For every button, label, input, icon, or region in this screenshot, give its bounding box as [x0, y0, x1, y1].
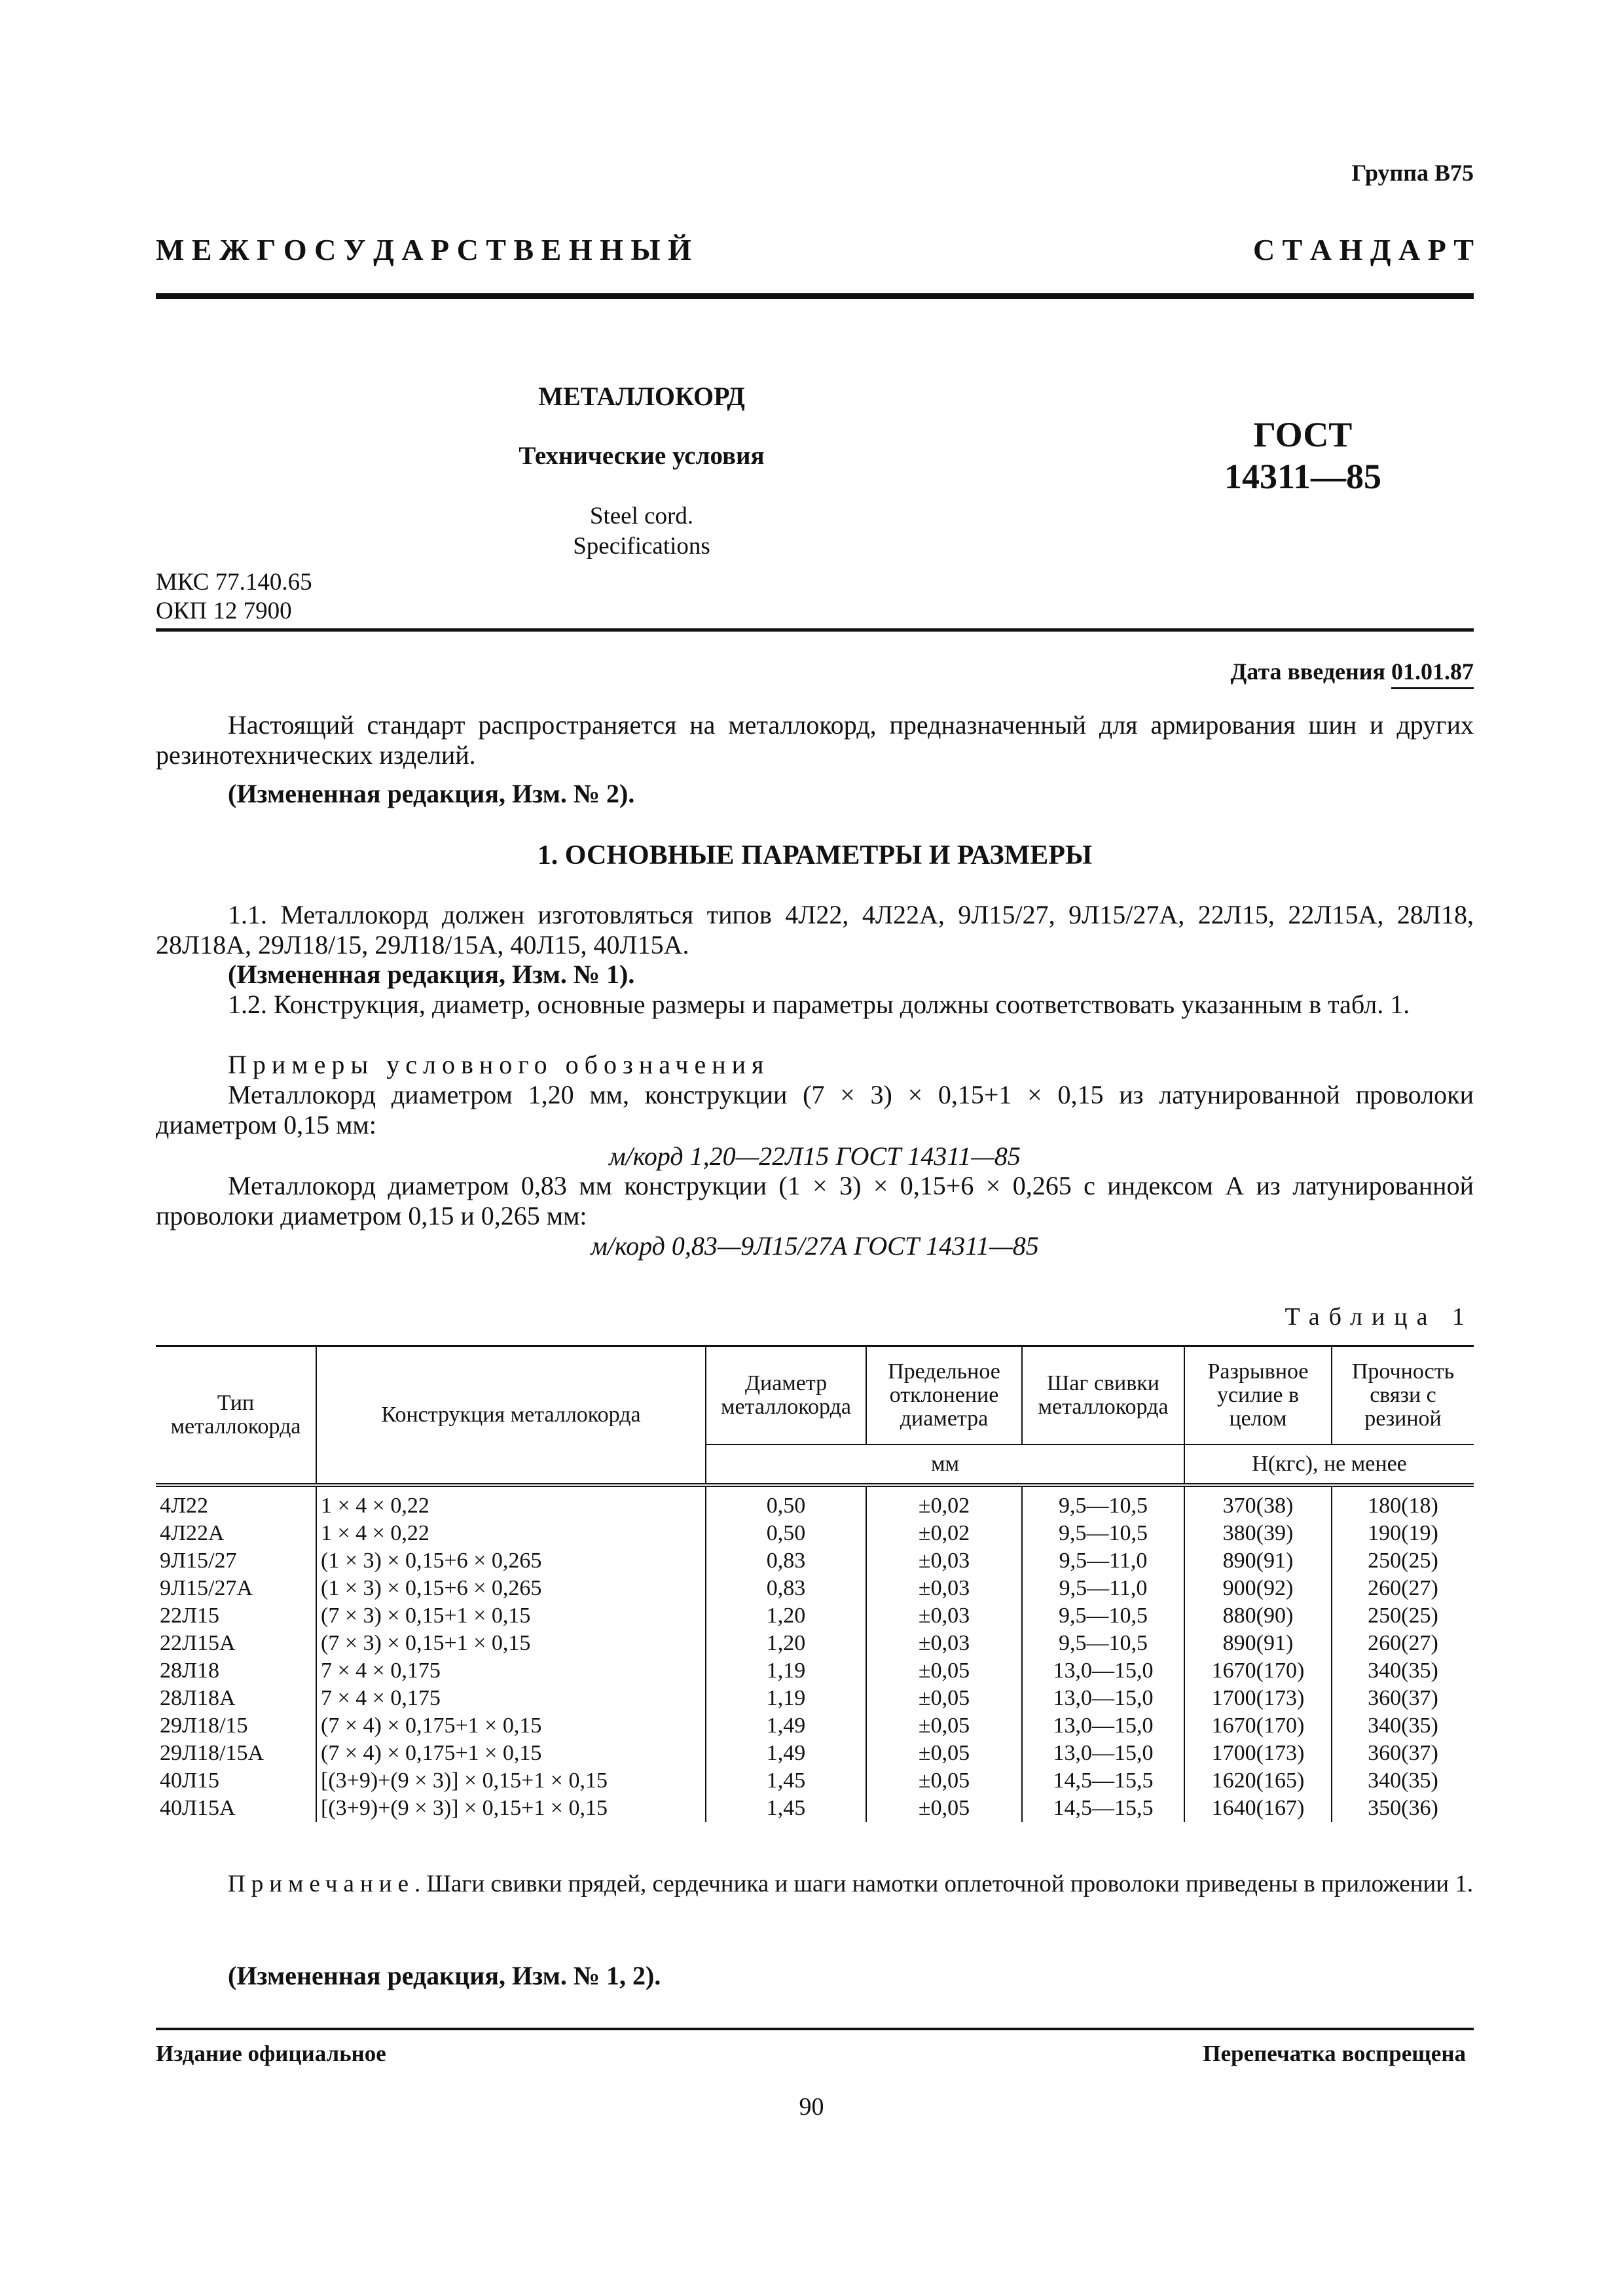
gost-number: 14311—85 — [1224, 457, 1382, 496]
table-row — [156, 1767, 1474, 1795]
cell-breaking: 900(92) — [1184, 1575, 1332, 1602]
header-rule — [156, 293, 1474, 299]
cell-deviation: ±0,05 — [866, 1685, 1022, 1712]
page-number: 90 — [799, 2093, 824, 2121]
example-1-text: Металлокорд диаметром 1,20 мм, конструкции (7 × 3) × 0,15+1 × 0,15 из латунированной проволоки диаметром 0,15 мм: — [156, 1080, 1474, 1139]
cell-diameter: 0,83 — [706, 1547, 866, 1575]
cell-deviation: ±0,05 — [866, 1795, 1022, 1822]
table-row — [156, 1685, 1474, 1712]
cell-breaking: 1700(173) — [1184, 1740, 1332, 1767]
clause-1-1: 1.1. Металлокорд должен изготовляться типов 4Л22, 4Л22А, 9Л15/27, 9Л15/27А, 22Л15, 22Л15А, 28Л18, 28Л18А, 29Л18/15, 29Л18/15А, 40Л15, 40Л15А. — [156, 900, 1474, 960]
table-row — [156, 1740, 1474, 1767]
table-row — [156, 1547, 1474, 1575]
effective-date — [1231, 658, 1474, 685]
example-2-code: м/корд 0,83—9Л15/27А ГОСТ 14311—85 — [591, 1231, 1039, 1261]
cell-construction: (7 × 3) × 0,15+1 × 0,15 — [316, 1602, 706, 1630]
cell-type: 28Л18 — [160, 1658, 220, 1683]
cell-breaking: 890(91) — [1184, 1547, 1332, 1575]
cell-diameter: 0,83 — [706, 1575, 866, 1602]
cell-construction: (7 × 4) × 0,175+1 × 0,15 — [316, 1740, 706, 1767]
cell-diameter: 1,20 — [706, 1602, 866, 1630]
cell-construction: [(3+9)+(9 × 3)] × 0,15+1 × 0,15 — [316, 1795, 706, 1822]
table-note — [156, 1871, 1474, 1898]
cell-diameter: 0,50 — [706, 1485, 866, 1520]
cell-adhesion: 250(25) — [1332, 1547, 1474, 1575]
document-subtitle: Технические условия — [519, 442, 765, 470]
cell-deviation: ±0,03 — [866, 1547, 1022, 1575]
cell-deviation: ±0,05 — [866, 1767, 1022, 1795]
cell-type: 22Л15А — [160, 1630, 236, 1655]
banner-right: С Т А Н Д А Р Т — [1252, 233, 1474, 266]
cell-lay: 9,5—11,0 — [1022, 1547, 1184, 1575]
cell-type: 28Л18А — [160, 1685, 236, 1710]
cell-adhesion: 340(35) — [1332, 1657, 1474, 1685]
note-label: Примечание — [228, 1871, 414, 1897]
cell-type: 29Л18/15 — [160, 1713, 248, 1738]
cell-deviation: ±0,03 — [866, 1602, 1022, 1630]
clause-1-2: 1.2. Конструкция, диаметр, основные размеры и параметры должны соответствовать указанным в табл. 1. — [228, 990, 1410, 1019]
date-label: Дата введения — [1230, 658, 1391, 685]
cell-diameter: 1,49 — [706, 1740, 866, 1767]
cell-lay: 13,0—15,0 — [1022, 1740, 1184, 1767]
header-type: Тип металлокорда — [156, 1346, 316, 1485]
cell-lay: 13,0—15,0 — [1022, 1685, 1184, 1712]
amendment-note-1: (Измененная редакция, Изм. № 2). — [228, 779, 635, 808]
cell-adhesion: 260(27) — [1332, 1630, 1474, 1657]
cell-breaking: 370(38) — [1184, 1485, 1332, 1520]
cell-type: 40Л15А — [160, 1795, 236, 1820]
cell-deviation: ±0,02 — [866, 1520, 1022, 1547]
table-row — [156, 1575, 1474, 1602]
cell-diameter: 1,45 — [706, 1795, 866, 1822]
note-text: . Шаги свивки прядей, сердечника и шаги намотки оплеточной проволоки приведены в приложении 1. — [414, 1871, 1474, 1897]
cell-breaking: 1700(173) — [1184, 1685, 1332, 1712]
section-heading: 1. ОСНОВНЫЕ ПАРАМЕТРЫ И РАЗМЕРЫ — [537, 840, 1093, 870]
header-breaking: Разрывное усилие в целом — [1184, 1346, 1332, 1444]
scope-paragraph: Настоящий стандарт распространяется на металлокорд, предназначенный для армирования шин и других резинотехнических изделий. — [156, 710, 1474, 770]
cell-construction: (7 × 3) × 0,15+1 × 0,15 — [316, 1630, 706, 1657]
cell-adhesion: 260(27) — [1332, 1575, 1474, 1602]
cell-deviation: ±0,03 — [866, 1575, 1022, 1602]
table-caption: Таблица 1 — [1285, 1303, 1474, 1331]
cell-adhesion: 340(35) — [1332, 1767, 1474, 1795]
cell-construction: (1 × 3) × 0,15+6 × 0,265 — [316, 1575, 706, 1602]
cell-deviation: ±0,05 — [866, 1740, 1022, 1767]
english-title-line1: Steel cord. — [589, 503, 694, 529]
gost-label: ГОСТ — [1253, 415, 1353, 454]
cell-type: 40Л15 — [160, 1768, 220, 1793]
cell-type: 4Л22А — [160, 1520, 225, 1545]
cell-diameter: 1,49 — [706, 1712, 866, 1740]
cell-type: 9Л15/27 — [160, 1548, 237, 1573]
cell-breaking: 1670(170) — [1184, 1657, 1332, 1685]
table-row — [156, 1520, 1474, 1547]
header-diameter: Диаметр металлокорда — [706, 1346, 866, 1444]
group-code: Группа В75 — [1351, 160, 1474, 186]
cell-construction: 7 × 4 × 0,175 — [316, 1657, 706, 1685]
classification-codes — [156, 568, 312, 626]
cell-breaking: 880(90) — [1184, 1602, 1332, 1630]
cell-lay: 13,0—15,0 — [1022, 1657, 1184, 1685]
parameters-table — [156, 1345, 1474, 1822]
cell-lay: 9,5—10,5 — [1022, 1485, 1184, 1520]
cell-construction: [(3+9)+(9 × 3)] × 0,15+1 × 0,15 — [316, 1767, 706, 1795]
date-value: 01.01.87 — [1391, 658, 1474, 689]
cell-adhesion: 340(35) — [1332, 1712, 1474, 1740]
cell-adhesion: 180(18) — [1332, 1485, 1474, 1520]
cell-adhesion: 250(25) — [1332, 1602, 1474, 1630]
cell-lay: 14,5—15,5 — [1022, 1767, 1184, 1795]
cell-construction: (1 × 3) × 0,15+6 × 0,265 — [316, 1547, 706, 1575]
cell-construction: (7 × 4) × 0,175+1 × 0,15 — [316, 1712, 706, 1740]
cell-lay: 9,5—10,5 — [1022, 1602, 1184, 1630]
example-1-code: м/корд 1,20—22Л15 ГОСТ 14311—85 — [609, 1141, 1021, 1171]
cell-breaking: 890(91) — [1184, 1630, 1332, 1657]
cell-type: 29Л18/15А — [160, 1740, 264, 1765]
cell-breaking: 1640(167) — [1184, 1795, 1332, 1822]
english-title-line2: Specifications — [573, 533, 710, 560]
cell-deviation: ±0,05 — [866, 1712, 1022, 1740]
cell-diameter: 1,19 — [706, 1685, 866, 1712]
amendment-note-2: (Измененная редакция, Изм. № 1). — [228, 960, 635, 989]
footer-rule — [156, 2028, 1474, 2030]
cell-lay: 13,0—15,0 — [1022, 1712, 1184, 1740]
reprint-prohibited: Перепечатка воспрещена — [1203, 2041, 1466, 2066]
cell-deviation: ±0,03 — [866, 1630, 1022, 1657]
header-unit-force: Н(кгс), не менее — [1184, 1444, 1474, 1485]
cell-type: 22Л15 — [160, 1603, 220, 1628]
cell-diameter: 0,50 — [706, 1520, 866, 1547]
cell-breaking: 1620(165) — [1184, 1767, 1332, 1795]
cell-adhesion: 360(37) — [1332, 1740, 1474, 1767]
banner-left: М Е Ж Г О С У Д А Р С Т В Е Н Н Ы Й — [156, 233, 691, 266]
cell-lay: 14,5—15,5 — [1022, 1795, 1184, 1822]
cell-construction: 1 × 4 × 0,22 — [316, 1520, 706, 1547]
header-adhesion: Прочность связи с резиной — [1332, 1346, 1474, 1444]
cell-lay: 9,5—11,0 — [1022, 1575, 1184, 1602]
cell-deviation: ±0,05 — [866, 1657, 1022, 1685]
table-row — [156, 1602, 1474, 1630]
cell-diameter: 1,19 — [706, 1657, 866, 1685]
gost-designation — [1192, 414, 1414, 497]
table-row — [156, 1630, 1474, 1657]
cell-breaking: 380(39) — [1184, 1520, 1332, 1547]
mks-code: МКС 77.140.65 — [156, 569, 312, 596]
header-construction: Конструкция металлокорда — [316, 1346, 706, 1485]
cell-type: 4Л22 — [160, 1493, 209, 1518]
header-deviation: Предельное отклонение диаметра — [866, 1346, 1022, 1444]
cell-deviation: ±0,02 — [866, 1485, 1022, 1520]
table-row — [156, 1485, 1474, 1520]
cell-lay: 9,5—10,5 — [1022, 1520, 1184, 1547]
table-row — [156, 1795, 1474, 1822]
cell-diameter: 1,20 — [706, 1630, 866, 1657]
header-unit-mm: мм — [706, 1444, 1184, 1485]
cell-diameter: 1,45 — [706, 1767, 866, 1795]
titleblock-rule — [156, 628, 1474, 632]
okp-code: ОКП 12 7900 — [156, 598, 292, 624]
cell-breaking: 1670(170) — [1184, 1712, 1332, 1740]
standard-banner — [156, 232, 1474, 267]
cell-type: 9Л15/27А — [160, 1575, 253, 1600]
table-body — [156, 1485, 1474, 1822]
english-title — [458, 501, 825, 562]
table-row — [156, 1712, 1474, 1740]
official-edition: Издание официальное — [156, 2041, 386, 2066]
document-title: МЕТАЛЛОКОРД — [538, 382, 745, 411]
cell-construction: 7 × 4 × 0,175 — [316, 1685, 706, 1712]
cell-adhesion: 190(19) — [1332, 1520, 1474, 1547]
cell-construction: 1 × 4 × 0,22 — [316, 1485, 706, 1520]
example-2-text: Металлокорд диаметром 0,83 мм конструкции (1 × 3) × 0,15+6 × 0,265 с индексом А из латунированной проволоки диаметром 0,15 и 0,265 мм: — [156, 1171, 1474, 1230]
cell-adhesion: 360(37) — [1332, 1685, 1474, 1712]
header-lay: Шаг свивки металлокорда — [1022, 1346, 1184, 1444]
table-row — [156, 1657, 1474, 1685]
cell-adhesion: 350(36) — [1332, 1795, 1474, 1822]
cell-lay: 9,5—10,5 — [1022, 1630, 1184, 1657]
amendment-note-3: (Измененная редакция, Изм. № 1, 2). — [228, 1961, 661, 1990]
examples-heading: Примеры условного обозначения — [228, 1050, 770, 1079]
